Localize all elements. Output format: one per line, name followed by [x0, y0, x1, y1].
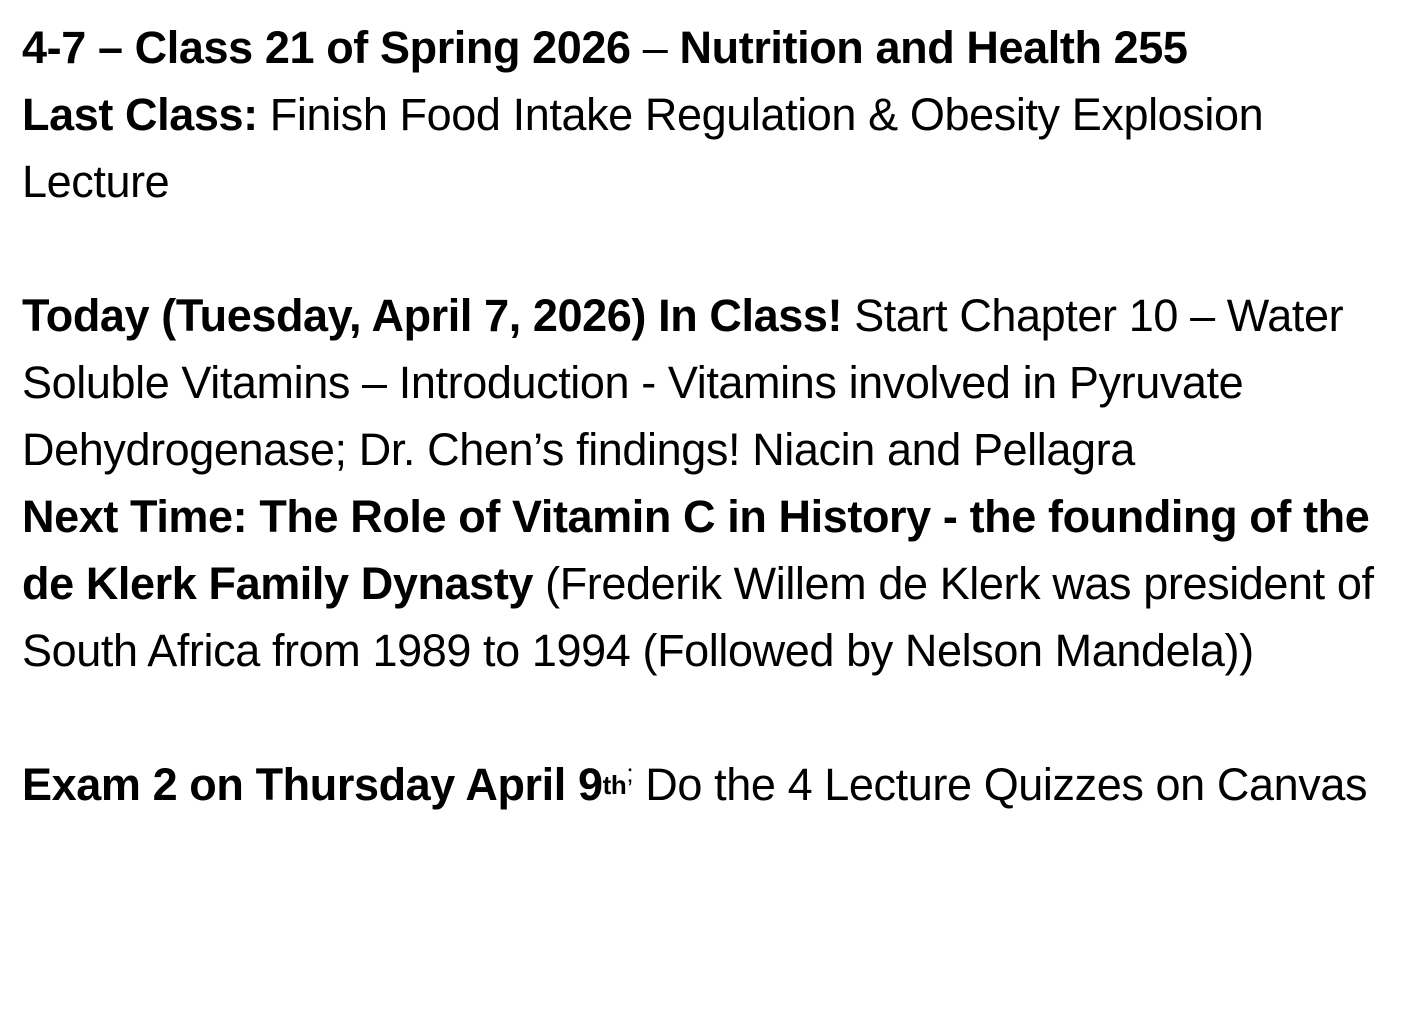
next-time-section [22, 483, 1407, 684]
exam-semicolon: ; [626, 758, 634, 788]
last-class-section [22, 81, 1407, 215]
title-dash: – [630, 22, 680, 73]
exam-date-suffix: th [602, 770, 627, 800]
last-class-label: Last Class: [22, 89, 258, 140]
exam-label: Exam 2 on Thursday April 9 [22, 759, 603, 810]
lecture-slide [22, 14, 1407, 825]
today-label: Today (Tuesday, April 7, 2026) In Class! [22, 290, 843, 341]
last-class-text: Finish Food Intake Regulation & Obesity Explosion Lecture [22, 89, 1264, 207]
today-section [22, 282, 1407, 483]
exam-section [22, 751, 1407, 825]
exam-text: Do the 4 Lecture Quizzes on Canvas [633, 759, 1368, 810]
course-name: Nutrition and Health 255 [679, 22, 1188, 73]
spacer [22, 215, 1407, 282]
class-date-title: 4-7 – Class 21 of Spring 2026 [22, 22, 631, 73]
slide-title [22, 14, 1407, 81]
spacer [22, 684, 1407, 751]
next-time-text: (Frederik Willem de Klerk was president of South Africa from 1989 to 1994 (Followed by Nelson Mandela)) [22, 558, 1374, 676]
today-text: Start Chapter 10 – Water Soluble Vitamins – Introduction - Vitamins involved in Pyruvate Dehydrogenase; Dr. Chen’s findings! Niacin and Pellagra [22, 290, 1344, 475]
next-time-label: Next Time: The Role of Vitamin C in History - the founding of the de Klerk Family Dynasty [22, 491, 1370, 609]
